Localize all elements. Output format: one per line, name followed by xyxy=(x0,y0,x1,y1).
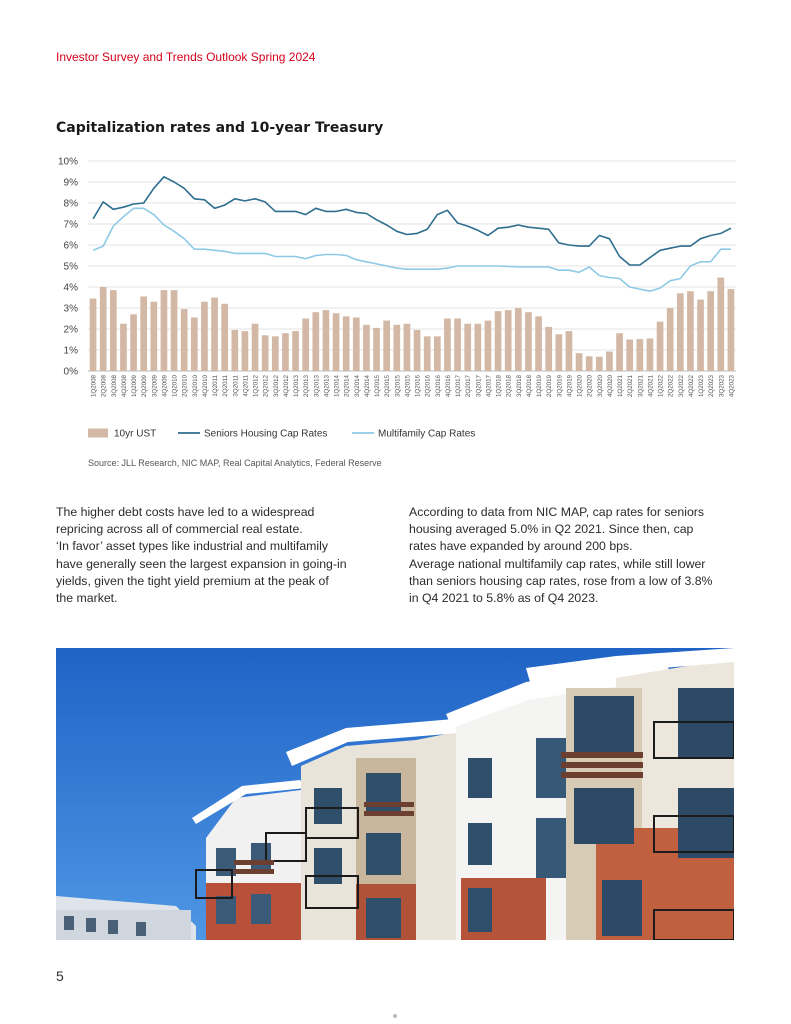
x-tick-label: 3Q2010 xyxy=(191,375,199,398)
body-line: repricing across all of commercial real estate. xyxy=(56,522,303,537)
bar-10yr-ust xyxy=(728,289,735,371)
bar-10yr-ust xyxy=(312,312,319,371)
body-line: the market. xyxy=(56,591,118,606)
bar-10yr-ust xyxy=(242,331,249,371)
bar-10yr-ust xyxy=(576,353,583,371)
y-tick-label: 9% xyxy=(63,177,78,189)
source-note: Source: JLL Research, NIC MAP, Real Capital Analytics, Federal Reserve xyxy=(88,458,382,468)
x-tick-label: 4Q2008 xyxy=(120,375,128,398)
bar-10yr-ust xyxy=(171,290,178,371)
bar-10yr-ust xyxy=(373,328,380,371)
x-tick-label: 4Q2014 xyxy=(363,375,371,398)
x-tick-label: 1Q2011 xyxy=(212,375,220,397)
x-tick-label: 4Q2015 xyxy=(404,375,412,398)
x-tick-label: 3Q2020 xyxy=(596,375,604,398)
x-tick-label: 2Q2010 xyxy=(181,375,189,398)
bar-10yr-ust xyxy=(485,321,492,371)
body-line: ‘In favor’ asset types like industrial and multifamily xyxy=(56,539,329,554)
x-tick-label: 2Q2019 xyxy=(546,375,554,398)
x-tick-label: 3Q2022 xyxy=(677,375,685,398)
x-tick-label: 1Q2015 xyxy=(374,375,382,398)
x-tick-label: 3Q2014 xyxy=(353,375,361,398)
x-tick-label: 3Q2008 xyxy=(110,375,118,398)
legend-label: 10yr UST xyxy=(114,428,157,440)
x-tick-label: 3Q2012 xyxy=(272,375,280,398)
x-tick-label: 4Q2011 xyxy=(242,375,250,397)
bar-10yr-ust xyxy=(697,300,704,371)
apartment-building-photo xyxy=(56,648,734,940)
x-tick-label: 1Q2014 xyxy=(333,375,341,398)
x-tick-label: 4Q2010 xyxy=(201,375,209,398)
bar-10yr-ust xyxy=(444,319,451,372)
bar-10yr-ust xyxy=(363,325,370,371)
bar-10yr-ust xyxy=(383,321,390,371)
x-tick-label: 4Q2017 xyxy=(485,375,493,398)
body-line: in Q4 2021 to 5.8% as of Q4 2023. xyxy=(409,591,599,606)
x-tick-label: 4Q2019 xyxy=(566,375,574,398)
x-tick-label: 2Q2012 xyxy=(262,375,270,398)
page-number: 5 xyxy=(56,968,64,984)
bar-10yr-ust xyxy=(191,317,198,371)
bar-10yr-ust xyxy=(606,351,613,371)
x-tick-label: 4Q2016 xyxy=(444,375,452,398)
line-seniors-housing-cap-rates xyxy=(93,177,731,265)
bar-10yr-ust xyxy=(110,290,117,371)
y-tick-label: 4% xyxy=(63,282,78,294)
bar-10yr-ust xyxy=(161,290,168,371)
x-tick-label: 1Q2021 xyxy=(617,375,625,398)
bar-10yr-ust xyxy=(616,333,623,371)
bar-10yr-ust xyxy=(282,333,289,371)
y-tick-label: 0% xyxy=(63,366,78,378)
x-tick-label: 3Q2015 xyxy=(394,375,402,398)
y-tick-label: 7% xyxy=(63,219,78,231)
bar-10yr-ust xyxy=(434,336,441,371)
chart-title: Capitalization rates and 10-year Treasury xyxy=(56,120,384,136)
body-line: rates have expanded by around 200 bps. xyxy=(409,539,633,554)
y-tick-label: 8% xyxy=(63,198,78,210)
bar-10yr-ust xyxy=(586,356,593,371)
bar-10yr-ust xyxy=(717,278,724,371)
x-tick-label: 1Q2022 xyxy=(657,375,665,398)
cap-rate-chart xyxy=(50,150,750,450)
x-tick-label: 1Q2009 xyxy=(131,375,139,398)
bar-10yr-ust xyxy=(100,287,107,371)
bar-10yr-ust xyxy=(555,334,562,371)
bar-10yr-ust xyxy=(292,331,299,371)
x-tick-label: 1Q2017 xyxy=(455,375,463,398)
x-tick-label: 2Q2015 xyxy=(384,375,392,398)
x-tick-label: 2Q2022 xyxy=(667,375,675,398)
bar-10yr-ust xyxy=(535,316,542,371)
bar-10yr-ust xyxy=(181,309,188,371)
body-line: yields, given the tight yield premium at the peak of xyxy=(56,573,329,588)
legend-label: Multifamily Cap Rates xyxy=(378,428,476,440)
bar-10yr-ust xyxy=(687,291,694,371)
bar-10yr-ust xyxy=(323,310,330,371)
body-line: than seniors housing cap rates, rose from a low of 3.8% xyxy=(409,573,713,588)
x-tick-label: 3Q2011 xyxy=(232,375,240,397)
bar-10yr-ust xyxy=(677,293,684,371)
x-tick-label: 3Q2021 xyxy=(637,375,645,398)
x-tick-label: 2Q2011 xyxy=(222,375,230,397)
bar-10yr-ust xyxy=(333,313,340,371)
x-tick-label: 1Q2020 xyxy=(576,375,584,398)
bar-10yr-ust xyxy=(464,324,471,371)
bar-10yr-ust xyxy=(343,316,350,371)
bar-10yr-ust xyxy=(201,302,208,371)
bar-10yr-ust xyxy=(525,312,532,371)
x-tick-label: 3Q2009 xyxy=(151,375,159,398)
bar-10yr-ust xyxy=(495,311,502,371)
bar-10yr-ust xyxy=(657,322,664,371)
x-tick-label: 3Q2016 xyxy=(434,375,442,398)
bar-10yr-ust xyxy=(150,302,157,371)
body-text-right xyxy=(409,504,739,607)
x-tick-label: 2Q2020 xyxy=(586,375,594,398)
x-tick-label: 2Q2013 xyxy=(303,375,311,398)
bar-10yr-ust xyxy=(636,339,643,371)
bar-10yr-ust xyxy=(302,319,309,372)
line-multifamily-cap-rates xyxy=(93,208,731,291)
body-line: have generally seen the largest expansion in going-in xyxy=(56,556,347,571)
x-tick-label: 4Q2023 xyxy=(728,375,736,398)
y-tick-label: 1% xyxy=(63,345,78,357)
bar-10yr-ust xyxy=(474,324,481,371)
bar-10yr-ust xyxy=(414,330,421,371)
bar-10yr-ust xyxy=(90,299,97,371)
bar-10yr-ust xyxy=(454,319,461,372)
bar-10yr-ust xyxy=(647,338,654,371)
bar-10yr-ust xyxy=(545,327,552,371)
x-tick-label: 1Q2013 xyxy=(293,375,301,398)
x-tick-label: 3Q2018 xyxy=(515,375,523,398)
bar-10yr-ust xyxy=(596,357,603,371)
x-tick-label: 2Q2021 xyxy=(627,375,635,398)
x-tick-label: 2Q2008 xyxy=(100,375,108,398)
bar-10yr-ust xyxy=(353,317,360,371)
bar-10yr-ust xyxy=(707,291,714,371)
x-tick-label: 1Q2023 xyxy=(698,375,706,398)
x-tick-label: 2Q2014 xyxy=(343,375,351,398)
bar-10yr-ust xyxy=(667,308,674,371)
bar-10yr-ust xyxy=(252,324,259,371)
x-tick-label: 4Q2013 xyxy=(323,375,331,398)
bar-10yr-ust xyxy=(140,296,147,371)
x-tick-label: 4Q2021 xyxy=(647,375,655,398)
bar-10yr-ust xyxy=(404,324,411,371)
x-tick-label: 4Q2012 xyxy=(282,375,290,398)
bar-10yr-ust xyxy=(262,335,269,371)
y-tick-label: 3% xyxy=(63,303,78,315)
bar-10yr-ust xyxy=(424,336,431,371)
x-tick-label: 3Q2013 xyxy=(313,375,321,398)
legend-label: Seniors Housing Cap Rates xyxy=(204,428,328,440)
footer-dot xyxy=(393,1014,397,1018)
bar-10yr-ust xyxy=(515,308,522,371)
bar-10yr-ust xyxy=(505,310,512,371)
x-tick-label: 2Q2023 xyxy=(708,375,716,398)
body-text-left xyxy=(56,504,376,607)
body-line: housing averaged 5.0% in Q2 2021. Since then, cap xyxy=(409,522,694,537)
bar-10yr-ust xyxy=(130,314,137,371)
x-tick-label: 1Q2012 xyxy=(252,375,260,398)
x-tick-label: 4Q2020 xyxy=(606,375,614,398)
legend-swatch xyxy=(88,429,108,438)
x-tick-label: 2Q2018 xyxy=(505,375,513,398)
x-tick-label: 3Q2023 xyxy=(718,375,726,398)
x-tick-label: 2Q2016 xyxy=(424,375,432,398)
x-tick-label: 2Q2017 xyxy=(465,375,473,398)
body-line: Average national multifamily cap rates, while still lower xyxy=(409,556,706,571)
bar-10yr-ust xyxy=(272,336,279,371)
bar-10yr-ust xyxy=(221,304,228,371)
x-tick-label: 4Q2018 xyxy=(525,375,533,398)
x-tick-label: 1Q2018 xyxy=(495,375,503,398)
x-tick-label: 1Q2008 xyxy=(90,375,98,398)
bar-10yr-ust xyxy=(211,298,218,372)
report-header-title: Investor Survey and Trends Outlook Spring 2024 xyxy=(56,50,316,64)
bar-10yr-ust xyxy=(120,324,127,371)
y-tick-label: 6% xyxy=(63,240,78,252)
x-tick-label: 2Q2009 xyxy=(141,375,149,398)
x-tick-label: 4Q2009 xyxy=(161,375,169,398)
y-tick-label: 2% xyxy=(63,324,78,336)
x-tick-label: 3Q2017 xyxy=(475,375,483,398)
body-line: According to data from NIC MAP, cap rates for seniors xyxy=(409,505,705,519)
x-tick-label: 1Q2016 xyxy=(414,375,422,398)
x-tick-label: 3Q2019 xyxy=(556,375,564,398)
y-tick-label: 10% xyxy=(57,156,78,168)
bar-10yr-ust xyxy=(393,325,400,371)
y-tick-label: 5% xyxy=(63,261,78,273)
bar-10yr-ust xyxy=(231,330,238,371)
x-tick-label: 4Q2022 xyxy=(687,375,695,398)
body-line: The higher debt costs have led to a widespread xyxy=(56,505,315,519)
x-tick-label: 1Q2019 xyxy=(536,375,544,398)
bar-10yr-ust xyxy=(566,331,573,371)
x-tick-label: 1Q2010 xyxy=(171,375,179,398)
bar-10yr-ust xyxy=(626,340,633,372)
